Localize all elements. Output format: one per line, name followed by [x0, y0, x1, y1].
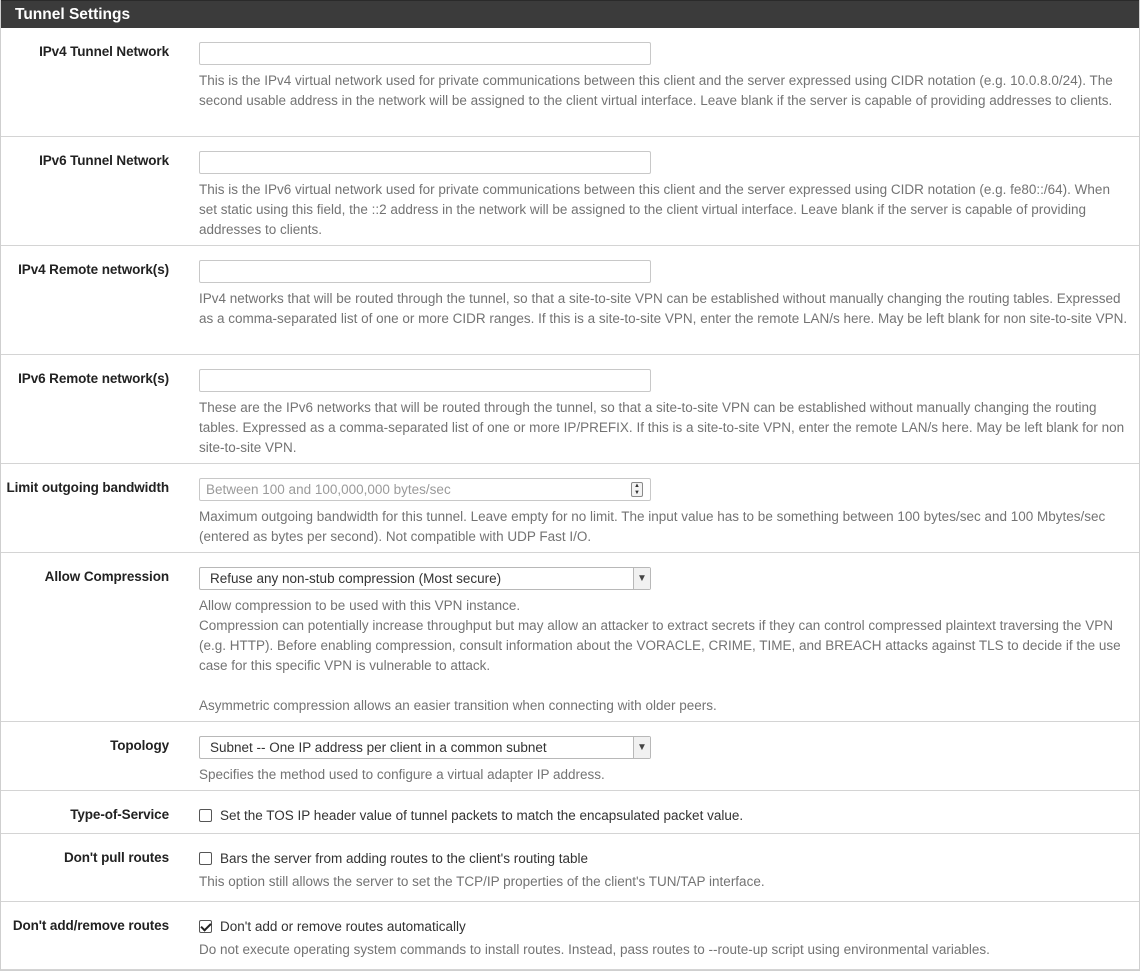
- row-ipv4-remote-networks: [1, 246, 1139, 355]
- ipv4-tunnel-network-help: This is the IPv4 virtual network used for private communications between this client and the server expressed using CIDR notation (e.g. 10.0.8.0/24). The second usable address in the network will be assigned to the client virtual interface. Leave blank if the server is capable of providing addresses to clients.: [199, 73, 1113, 108]
- dont-add-remove-routes-text: Don't add or remove routes automatically: [220, 918, 466, 934]
- topology-label: Topology: [110, 738, 169, 753]
- type-of-service-text: Set the TOS IP header value of tunnel packets to match the encapsulated packet value.: [220, 807, 744, 823]
- ipv4-tunnel-network-label: IPv4 Tunnel Network: [39, 44, 169, 59]
- dont-pull-routes-option[interactable]: [199, 848, 1131, 868]
- type-of-service-checkbox[interactable]: [199, 809, 212, 822]
- dont-add-remove-routes-label: Don't add/remove routes: [12, 918, 169, 933]
- allow-compression-label: Allow Compression: [44, 569, 169, 584]
- limit-outgoing-bandwidth-label: Limit outgoing bandwidth: [6, 480, 169, 495]
- ipv4-tunnel-network-input[interactable]: [199, 42, 651, 65]
- ipv4-remote-networks-input[interactable]: [199, 260, 651, 283]
- allow-compression-select[interactable]: [199, 567, 651, 590]
- dont-add-remove-routes-checkbox[interactable]: [199, 920, 212, 933]
- dont-add-remove-routes-option[interactable]: [199, 916, 1131, 936]
- ipv4-remote-networks-help: IPv4 networks that will be routed through the tunnel, so that a site-to-site VPN can be established without manually changing the routing tables. Expressed as a comma-separated list of one or more CIDR ranges. If this is a site-to-site VPN, enter the remote LAN/s here. May be left blank for non site-to-site VPN.: [199, 291, 1128, 326]
- row-ipv4-tunnel-network: [1, 28, 1139, 137]
- panel-title: Tunnel Settings: [1, 0, 1139, 28]
- row-dont-pull-routes: [1, 834, 1139, 902]
- type-of-service-option[interactable]: [199, 805, 1131, 825]
- ipv6-remote-networks-input[interactable]: [199, 369, 651, 392]
- ipv6-tunnel-network-input[interactable]: [199, 151, 651, 174]
- ipv6-tunnel-network-help: This is the IPv6 virtual network used for private communications between this client and the server expressed using CIDR notation (e.g. fe80::/64). When set static using this field, the ::2 address in the network will be assigned to the client virtual interface. Leave blank if the server is capable of providing addresses to clients.: [199, 182, 1110, 237]
- allow-compression-help: Allow compression to be used with this VPN instance.: [199, 598, 521, 613]
- dont-pull-routes-checkbox[interactable]: [199, 852, 212, 865]
- limit-outgoing-bandwidth-input[interactable]: [199, 478, 651, 501]
- row-type-of-service: [1, 791, 1139, 834]
- dont-pull-routes-text: Bars the server from adding routes to the client's routing table: [220, 850, 589, 866]
- ipv6-remote-networks-label: IPv6 Remote network(s): [18, 371, 169, 386]
- row-ipv6-tunnel-network: [1, 137, 1139, 246]
- dont-add-remove-routes-help: Do not execute operating system commands to install routes. Instead, pass routes to --route-up script using environmental variables.: [199, 942, 990, 957]
- topology-help: Specifies the method used to configure a virtual adapter IP address.: [199, 767, 605, 782]
- topology-selected: Subnet -- One IP address per client in a common subnet: [210, 740, 547, 755]
- ipv6-tunnel-network-label: IPv6 Tunnel Network: [39, 153, 169, 168]
- dont-pull-routes-label: Don't pull routes: [63, 850, 169, 865]
- dont-pull-routes-help: This option still allows the server to set the TCP/IP properties of the client's TUN/TAP interface.: [199, 874, 765, 889]
- allow-compression-asymmetric-note: Asymmetric compression allows an easier transition when connecting with older peers.: [199, 698, 717, 713]
- allow-compression-warning: Compression can potentially increase throughput but may allow an attacker to extract secrets if they can control compressed plaintext traversing the VPN (e.g. HTTP). Before enabling compression, consult information about the VORACLE, CRIME, TIME, and BREACH attacks against TLS to decide if the use case for this specific VPN is vulnerable to attack.: [199, 618, 1121, 673]
- topology-select[interactable]: [199, 736, 651, 759]
- number-spinner-icon[interactable]: ▲ ▼: [631, 482, 643, 497]
- type-of-service-label: Type-of-Service: [70, 807, 169, 822]
- row-dont-add-remove-routes: [1, 902, 1139, 970]
- limit-outgoing-bandwidth-help: Maximum outgoing bandwidth for this tunnel. Leave empty for no limit. The input value has to be something between 100 bytes/sec and 100 Mbytes/sec (entered as bytes per second). Not compatible with UDP Fast I/O.: [199, 509, 1106, 544]
- ipv4-remote-networks-label: IPv4 Remote network(s): [18, 262, 169, 277]
- row-ipv6-remote-networks: [1, 355, 1139, 464]
- bandwidth-number-wrap: [199, 478, 651, 501]
- row-topology: [1, 722, 1139, 791]
- chevron-down-icon[interactable]: ▼: [633, 737, 650, 758]
- chevron-down-icon[interactable]: ▼: [633, 568, 650, 589]
- allow-compression-selected: Refuse any non-stub compression (Most secure): [210, 571, 502, 586]
- row-limit-outgoing-bandwidth: [1, 464, 1139, 553]
- row-allow-compression: [1, 553, 1139, 722]
- ipv6-remote-networks-help: These are the IPv6 networks that will be routed through the tunnel, so that a site-to-site VPN can be established without manually changing the routing tables. Expressed as a comma-separated list of one or more IP/PREFIX. If this is a site-to-site VPN, enter the remote LAN/s here. May be left blank for non site-to-site VPN.: [199, 400, 1125, 455]
